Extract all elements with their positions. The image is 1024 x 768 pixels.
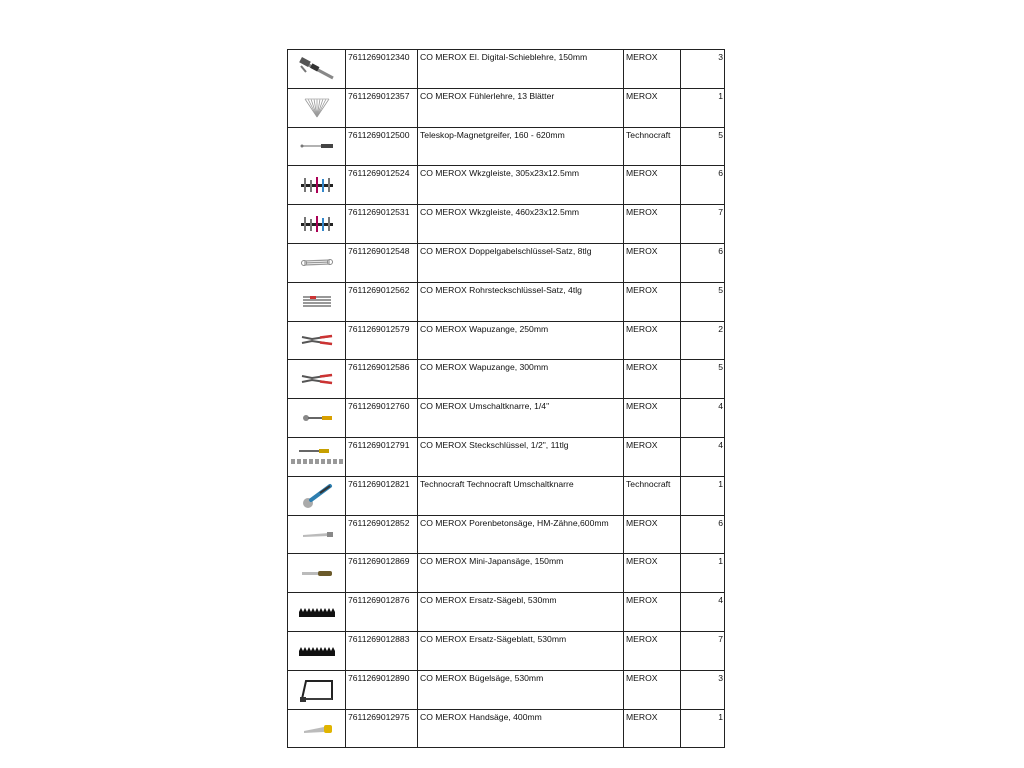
table-row [288,166,725,205]
product-image [288,670,346,709]
quantity-cell: 6 [681,166,725,205]
brand-cell: Technocraft [624,476,681,515]
inventory-rows [288,50,725,748]
tool-bar-icon [288,175,345,195]
magnetic-pickup-icon [288,141,345,151]
product-image [288,88,346,127]
quantity-cell: 3 [681,670,725,709]
ean-cell: 7611269012975 [346,709,418,748]
table-row [288,670,725,709]
description-cell: CO MEROX El. Digital-Schieblehre, 150mm [418,50,624,89]
wrench-set-icon [288,257,345,269]
description-cell: CO MEROX Fühlerlehre, 13 Blätter [418,88,624,127]
concrete-saw-icon [288,528,345,540]
quantity-cell: 4 [681,437,725,476]
brand-cell: MEROX [624,205,681,244]
inventory-table [287,49,725,748]
product-image [288,593,346,632]
ean-cell: 7611269012357 [346,88,418,127]
quantity-cell: 5 [681,282,725,321]
table-row [288,709,725,748]
table-row [288,593,725,632]
socket-set-icon [288,446,345,468]
product-image [288,399,346,438]
brand-cell: MEROX [624,437,681,476]
ean-cell: 7611269012852 [346,515,418,554]
table-row [288,50,725,89]
table-row [288,88,725,127]
ean-cell: 7611269012531 [346,205,418,244]
description-cell: CO MEROX Doppelgabelschlüssel-Satz, 8tlg [418,243,624,282]
table-row [288,631,725,670]
ean-cell: 7611269012883 [346,631,418,670]
product-image [288,127,346,166]
product-image [288,243,346,282]
description-cell: CO MEROX Umschaltknarre, 1/4" [418,399,624,438]
table-row [288,515,725,554]
brand-cell: MEROX [624,243,681,282]
feeler-gauge-icon [288,95,345,121]
description-cell: CO MEROX Wapuzange, 250mm [418,321,624,360]
description-cell: CO MEROX Wapuzange, 300mm [418,360,624,399]
quantity-cell: 5 [681,127,725,166]
brand-cell: MEROX [624,515,681,554]
table-row [288,399,725,438]
product-image [288,476,346,515]
ean-cell: 7611269012579 [346,321,418,360]
tool-bar-icon [288,214,345,234]
ratchet-blue-icon [288,481,345,511]
ean-cell: 7611269012562 [346,282,418,321]
brand-cell: Technocraft [624,127,681,166]
caliper-icon [288,56,345,82]
quantity-cell: 5 [681,360,725,399]
description-cell: CO MEROX Wkzgleiste, 305x23x12.5mm [418,166,624,205]
brand-cell: MEROX [624,88,681,127]
japan-saw-icon [288,568,345,578]
quantity-cell: 4 [681,593,725,632]
pliers-icon [288,372,345,386]
description-cell: CO MEROX Ersatz-Sägeblatt, 530mm [418,631,624,670]
ean-cell: 7611269012500 [346,127,418,166]
ean-cell: 7611269012821 [346,476,418,515]
description-cell: CO MEROX Steckschlüssel, 1/2", 11tlg [418,437,624,476]
table-row [288,476,725,515]
ratchet-icon [288,413,345,423]
description-cell: Technocraft Technocraft Umschaltknarre [418,476,624,515]
brand-cell: MEROX [624,593,681,632]
description-cell: CO MEROX Wkzgleiste, 460x23x12.5mm [418,205,624,244]
quantity-cell: 1 [681,554,725,593]
description-cell: CO MEROX Porenbetonsäge, HM-Zähne,600mm [418,515,624,554]
ean-cell: 7611269012876 [346,593,418,632]
ean-cell: 7611269012586 [346,360,418,399]
quantity-cell: 1 [681,709,725,748]
quantity-cell: 2 [681,321,725,360]
bow-saw-icon [288,675,345,705]
description-cell: Teleskop-Magnetgreifer, 160 - 620mm [418,127,624,166]
description-cell: CO MEROX Handsäge, 400mm [418,709,624,748]
product-image [288,321,346,360]
brand-cell: MEROX [624,166,681,205]
ean-cell: 7611269012791 [346,437,418,476]
quantity-cell: 3 [681,50,725,89]
tube-wrench-icon [288,294,345,310]
brand-cell: MEROX [624,670,681,709]
brand-cell: MEROX [624,50,681,89]
saw-blade-icon [288,606,345,618]
brand-cell: MEROX [624,360,681,399]
ean-cell: 7611269012890 [346,670,418,709]
product-image [288,205,346,244]
quantity-cell: 6 [681,243,725,282]
hand-saw-icon [288,721,345,735]
product-image [288,166,346,205]
quantity-cell: 1 [681,88,725,127]
pliers-icon [288,333,345,347]
quantity-cell: 1 [681,476,725,515]
table-row [288,243,725,282]
brand-cell: MEROX [624,282,681,321]
product-image [288,554,346,593]
table-row [288,360,725,399]
table-row [288,321,725,360]
ean-cell: 7611269012760 [346,399,418,438]
quantity-cell: 6 [681,515,725,554]
brand-cell: MEROX [624,399,681,438]
product-image [288,631,346,670]
description-cell: CO MEROX Bügelsäge, 530mm [418,670,624,709]
ean-cell: 7611269012524 [346,166,418,205]
product-image [288,437,346,476]
brand-cell: MEROX [624,321,681,360]
product-image [288,709,346,748]
quantity-cell: 7 [681,205,725,244]
quantity-cell: 4 [681,399,725,438]
description-cell: CO MEROX Ersatz-Sägebl, 530mm [418,593,624,632]
table-row [288,437,725,476]
ean-cell: 7611269012548 [346,243,418,282]
table-row [288,282,725,321]
brand-cell: MEROX [624,554,681,593]
ean-cell: 7611269012869 [346,554,418,593]
brand-cell: MEROX [624,709,681,748]
description-cell: CO MEROX Rohrsteckschlüssel-Satz, 4tlg [418,282,624,321]
table-row [288,205,725,244]
table-row [288,127,725,166]
product-image [288,515,346,554]
product-image [288,50,346,89]
table-row [288,554,725,593]
description-cell: CO MEROX Mini-Japansäge, 150mm [418,554,624,593]
quantity-cell: 7 [681,631,725,670]
product-image [288,360,346,399]
product-image [288,282,346,321]
brand-cell: MEROX [624,631,681,670]
saw-blade-icon [288,645,345,657]
ean-cell: 7611269012340 [346,50,418,89]
